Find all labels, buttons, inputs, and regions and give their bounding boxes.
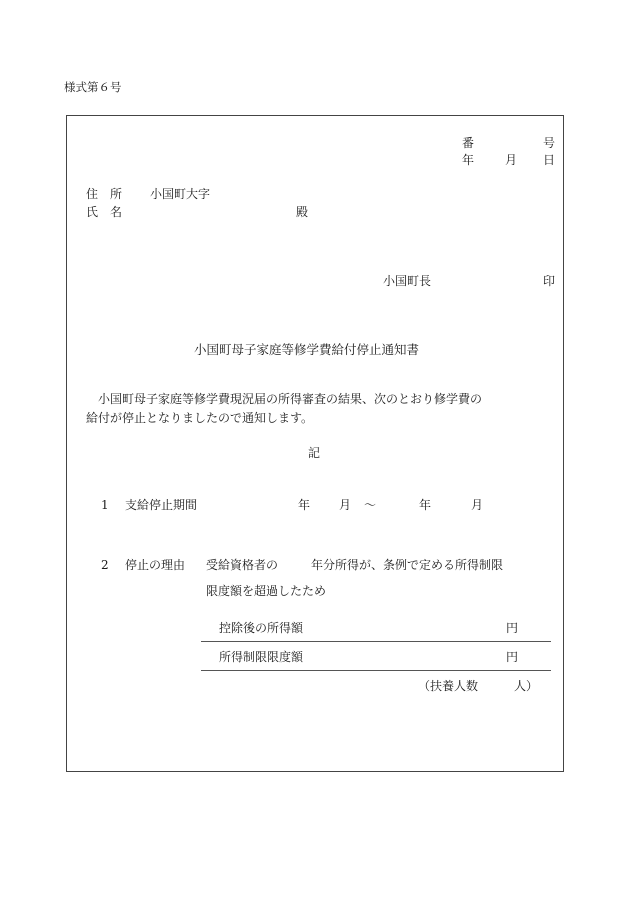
document-title: 小国町母子家庭等修学費給付停止通知書 — [194, 342, 420, 357]
table-row1-unit: 円 — [506, 621, 519, 635]
body-line-2: 給付が停止となりましたので通知します。 — [86, 411, 314, 425]
form-number: 様式第６号 — [64, 80, 122, 94]
document-frame — [66, 115, 564, 772]
item2-reason-a: 受給資格者の — [206, 558, 279, 572]
seal-mark: 印 — [543, 274, 556, 288]
item1-month-end: 月 — [471, 498, 484, 512]
name-label: 氏 名 — [86, 205, 123, 219]
address-label: 住 所 — [86, 187, 123, 201]
item1-year-start: 年 — [298, 498, 311, 512]
ki-heading: 記 — [308, 446, 321, 460]
date-month: 月 — [505, 153, 518, 167]
address-value: 小国町大字 — [150, 187, 211, 201]
table-row1-label: 控除後の所得額 — [219, 621, 304, 635]
item1-month-start: 月 — [339, 498, 352, 512]
item1-tilde: ～ — [364, 498, 377, 512]
issuer-title: 小国町長 — [383, 274, 432, 288]
item2-reason-line2: 限度額を超過したため — [206, 584, 327, 598]
table-row2-label: 所得制限限度額 — [219, 650, 304, 664]
table-divider-2 — [201, 670, 551, 671]
table-divider-1 — [201, 641, 551, 642]
date-year: 年 — [462, 153, 475, 167]
dependents-note: （扶養人数 人） — [418, 679, 539, 693]
number-suffix: 号 — [543, 136, 556, 150]
name-honorific: 殿 — [296, 205, 309, 219]
item1-number: 1 — [101, 498, 109, 512]
item2-reason-b: 年分所得が、条例で定める所得制限 — [311, 558, 504, 572]
table-row2-unit: 円 — [506, 650, 519, 664]
item2-label: 停止の理由 — [125, 558, 186, 572]
item2-number: 2 — [101, 558, 109, 572]
body-line-1: 小国町母子家庭等修学費現況届の所得審査の結果、次のとおり修学費の — [86, 392, 483, 406]
number-label: 番 — [462, 136, 475, 150]
item1-label: 支給停止期間 — [125, 498, 198, 512]
date-day: 日 — [543, 153, 556, 167]
item1-year-end: 年 — [419, 498, 432, 512]
